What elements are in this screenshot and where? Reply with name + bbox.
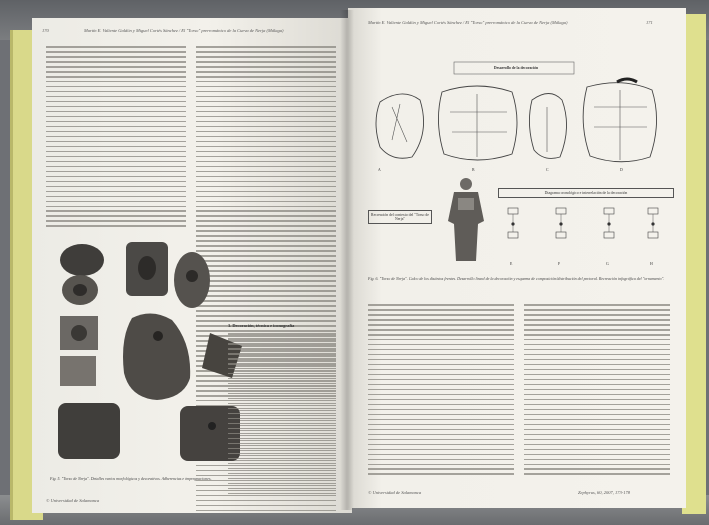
left-page-number: 170 [42,28,49,33]
left-text-column-1 [46,46,186,230]
diagram-title: Desarrollo de la decoración [493,66,539,70]
right-page [348,8,686,508]
decoration-drawings [362,62,662,172]
panel-label-B: B [472,168,475,172]
drawing-B [438,86,517,160]
reconstruction-figure [436,176,496,266]
panel-label-C: C [546,168,549,172]
drawing-C [529,94,566,159]
figure-5-caption: Fig. 5. "Torso de Nerja". Detalles varios morfológicos y decorativos. Adherencias e impregnaciones. [50,476,212,481]
photo-fragment-8 [58,403,120,459]
drawing-A [376,94,424,158]
chronology-diagram [498,202,678,262]
book-gutter [340,10,354,510]
panel-label-G: G [606,262,609,266]
left-footer: © Universidad de Salamanca [46,498,100,503]
photo-torso-main [123,313,190,400]
photo-fragment-1 [60,244,104,276]
right-footer-right: Zephyrus, 60, 2007, 173-178 [578,490,630,495]
left-page [32,18,352,513]
figure-5-photographs [52,228,212,478]
right-text-column-1 [368,304,514,478]
panel-label-H: H [650,262,653,266]
photo-fragment-6 [60,356,96,386]
panel-label-E: E [510,262,513,266]
chronology-box-title: Diagrama cronológico e interrelación de la decoración [498,188,674,198]
panel-label-F: F [558,262,561,266]
right-running-head: Martín E. Valiente Galdón y Miguel Cortés Sánchez / El "Torso" prerrománico de la Cueva de Nerja (Málaga) [368,20,568,25]
left-running-head: Martín E. Valiente Galdón y Miguel Cortés Sánchez / El "Torso" prerrománico de la Cueva de Nerja (Málaga) [84,28,284,33]
right-text-column-2 [524,304,670,478]
panel-label-D: D [620,168,623,172]
right-footer-left: © Universidad de Salamanca [368,490,422,495]
right-page-number: 171 [646,20,653,25]
context-box: Recreación del contexto del "Torso de Nerja" [368,210,432,224]
left-text-column-3 [228,333,336,497]
section-heading: 3. Decoración, técnica e iconografía [228,323,295,328]
panel-label-A: A [378,168,381,172]
figure-6-caption: Fig. 6. "Torso de Nerja". Calco de los distintos frentes. Desarrollo lineal de la decoración y esquema de composición/distribución del pectoral. Recreación infográfica del "ornamento". [368,276,665,281]
